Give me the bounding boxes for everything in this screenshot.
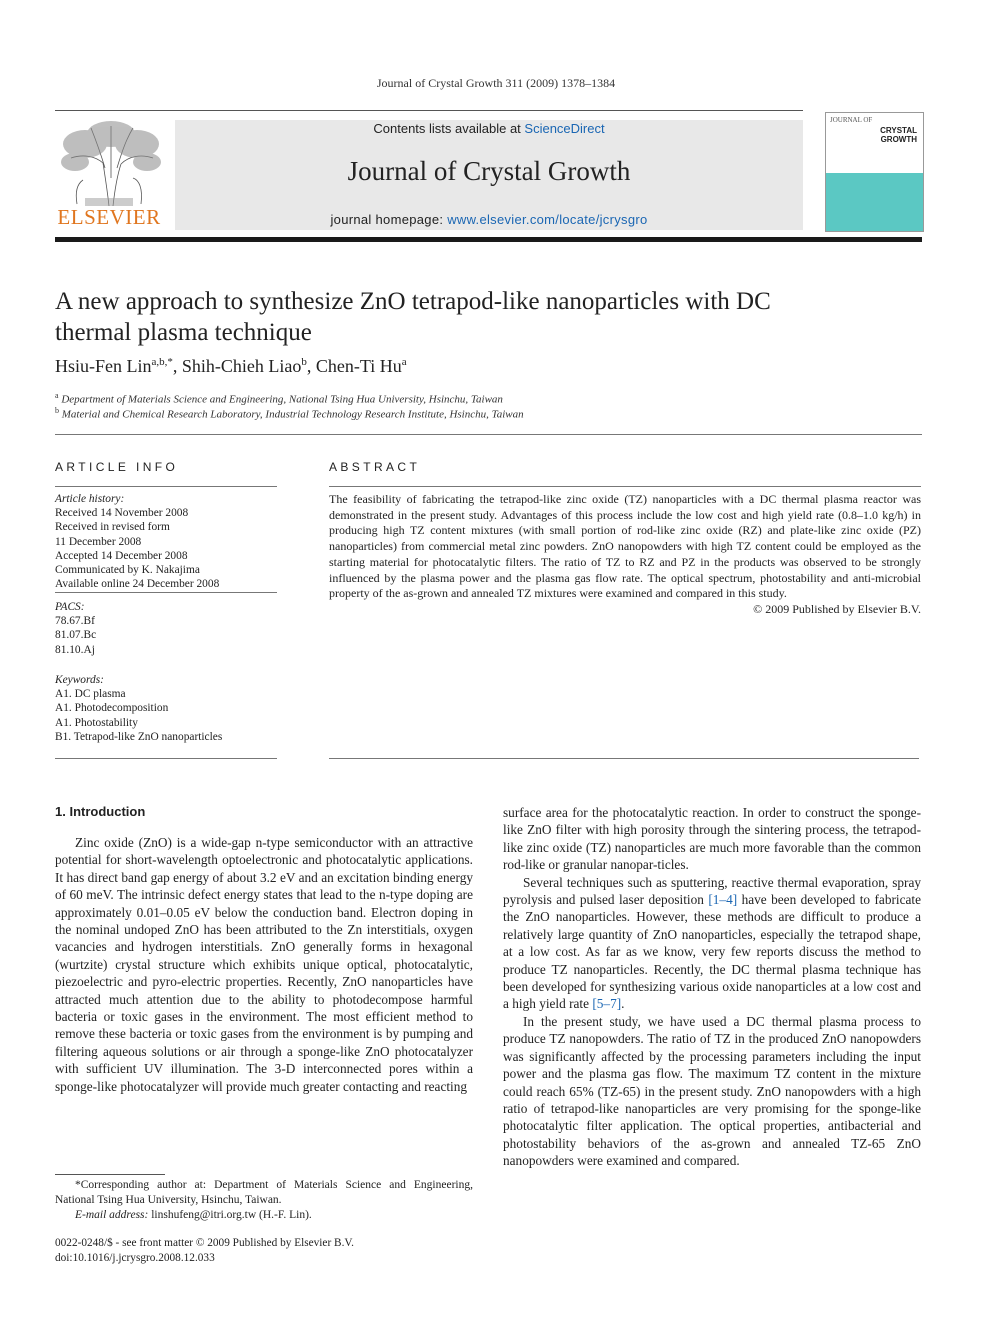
article-title-line2: thermal plasma technique	[55, 319, 312, 346]
header-thick-rule	[55, 237, 922, 242]
sciencedirect-link[interactable]: ScienceDirect	[524, 121, 605, 136]
cover-title	[880, 126, 917, 144]
header-top-rule	[55, 110, 803, 111]
journal-citation: Journal of Crystal Growth 311 (2009) 1378–1384	[376, 76, 616, 90]
cover-title-line1: CRYSTAL	[880, 126, 917, 135]
keyword: A1. Photodecomposition	[55, 702, 169, 715]
keywords-block	[55, 673, 277, 744]
pacs-block	[55, 600, 277, 657]
contents-line	[175, 121, 803, 136]
article-info-heading: ARTICLE INFO	[55, 460, 179, 474]
history-item: Communicated by K. Nakajima	[55, 564, 200, 577]
email-note	[55, 1208, 473, 1223]
article-identifiers	[55, 1236, 475, 1266]
journal-title: Journal of Crystal Growth	[347, 156, 631, 186]
author-affil-marker: a	[401, 356, 407, 368]
affiliation-rule	[55, 434, 922, 435]
paragraph-text: Several techniques such as sputtering, reactive thermal evaporation, spray pyrolysis and pulsed laser deposition	[503, 874, 921, 908]
corresponding-author-note: *Corresponding author at: Department of Materials Science and Engineering, National Tsing Hua University, Hsinchu, Taiwan.	[55, 1179, 473, 1206]
history-rule	[55, 592, 277, 593]
body-paragraph: surface area for the photocatalytic reaction. In order to construct the sponge-like ZnO filter with high porosity through the sintering process, the tetrapod-like zinc oxide (TZ) nanoparticles are much more favorable than the common rod-like or granular nanopar-ticles.	[503, 805, 921, 873]
keyword: A1. DC plasma	[55, 688, 126, 701]
history-item: Received 14 November 2008	[55, 507, 189, 520]
abstract-text: The feasibility of fabricating the tetrapod-like zinc oxide (TZ) nanoparticles with a DC thermal plasma reactor was demonstrated in the present study. Advantages of this process include the low cost and high yield rate (0.8–1.0 kg/h) in producing high TZ content mixtures (with small portion of rod-like zinc oxide (RZ) and plate-like zinc oxide (PZ) nanoparticles) from commercial metal zinc powders. ZnO nanopowders with high TZ content could be employed as the starting material for photocatalytic filters. The ratio of TZ to RZ and PZ in the products was observed to be strongly influenced by the plasma power and the plasma gas flow rate. The optical spectrum, photostability and anti-microbial property of the as-grown and annealed TZ mixtures were examined and compared in this study.	[329, 492, 921, 601]
article-title-line1: A new approach to synthesize ZnO tetrapod-like nanoparticles with DC	[55, 288, 771, 315]
article-info-rule	[55, 486, 277, 487]
cover-title-line2: GROWTH	[880, 135, 917, 144]
homepage-link[interactable]: www.elsevier.com/locate/jcrysgro	[447, 212, 648, 227]
pacs-code: 78.67.Bf	[55, 615, 95, 628]
author-affil-marker: b	[301, 356, 307, 368]
elsevier-wordmark: ELSEVIER	[57, 205, 161, 229]
issn-line: 0022-0248/$ - see front matter © 2009 Published by Elsevier B.V.	[55, 1237, 354, 1249]
affiliation-text: Material and Chemical Research Laboratory, Industrial Technology Research Institute, Hsinchu, Taiwan	[61, 408, 524, 421]
footnote	[55, 1178, 473, 1223]
elsevier-tree-icon	[55, 118, 163, 210]
author-list: Hsiu-Fen Lin$^{a,b,*}$, Shih-Chieh Liao$^b$, Chen-Ti Hu$^a$	[55, 356, 407, 376]
history-item: 11 December 2008	[55, 535, 142, 548]
body-column-left	[55, 834, 473, 1095]
abstract-rule	[329, 486, 921, 487]
section-heading-introduction: 1. Introduction	[55, 804, 146, 819]
reference-link[interactable]: [1–4]	[708, 892, 738, 908]
paragraph-text: have been developed to fabricate the ZnO nanoparticles. However, these methods are difficult to produce a relatively large quantity of ZnO nanoparticles, especially the tetrapod shape, at a low cost. As far as we know, very few reports discuss the method to produce TZ nanoparticles. Recently, the DC thermal plasma technique has been developed for synthesizing various oxide nanoparticles at a low cost and a high yield rate	[503, 892, 921, 1012]
body-paragraph	[503, 874, 921, 1013]
elsevier-logo	[55, 118, 163, 230]
keywords-rule	[55, 758, 277, 759]
keyword: A1. Photostability	[55, 716, 138, 729]
abstract-body	[329, 492, 921, 618]
affiliation-marker: a	[55, 391, 59, 400]
keyword: B1. Tetrapod-like ZnO nanoparticles	[55, 730, 223, 743]
doi-line[interactable]: doi:10.1016/j.jcrysgro.2008.12.033	[55, 1252, 215, 1264]
contents-prefix: Contents lists available at	[373, 121, 525, 136]
email-address[interactable]: linshufeng@itri.org.tw (H.-F. Lin).	[148, 1209, 312, 1221]
history-label: Article history:	[55, 493, 125, 505]
author-name[interactable]: Chen-Ti Hu	[315, 356, 402, 376]
body-column-right	[503, 804, 921, 1170]
author-name[interactable]: Shih-Chieh Liao	[181, 356, 302, 376]
pacs-code: 81.07.Bc	[55, 629, 97, 642]
homepage-prefix: journal homepage:	[330, 212, 448, 227]
affiliation	[55, 391, 915, 406]
journal-cover-thumbnail	[825, 112, 924, 232]
abstract-copyright: © 2009 Published by Elsevier B.V.	[753, 601, 921, 616]
footnote-rule	[55, 1174, 165, 1175]
affiliation	[55, 406, 915, 421]
abstract-bottom-rule	[329, 758, 919, 759]
cover-color-band	[826, 173, 923, 231]
affiliation-marker: b	[55, 406, 59, 415]
journal-homepage	[175, 212, 803, 227]
abstract-heading: ABSTRACT	[329, 460, 421, 474]
pacs-label: PACS:	[55, 601, 85, 613]
pacs-code: 81.10.Aj	[55, 643, 95, 656]
email-label: E-mail address:	[75, 1209, 149, 1221]
affiliation-text: Department of Materials Science and Engineering, National Tsing Hua University, Hsinchu, Taiwan	[61, 393, 503, 406]
keywords-label: Keywords:	[55, 674, 104, 686]
history-item: Available online 24 December 2008	[55, 578, 220, 591]
reference-link[interactable]: [5–7]	[592, 996, 622, 1012]
paragraph-text: .	[621, 996, 625, 1012]
history-item: Received in revised form	[55, 521, 170, 534]
body-paragraph: Zinc oxide (ZnO) is a wide-gap n-type semiconductor with an attractive potential for short-wavelength optoelectronic and photocatalytic applications. It has direct band gap energy of about 3.2 eV and an excitation binding energy of 60 meV. The intrinsic defect energy states that lead to the n-type doping are approximately 0.01–0.05 eV below the conduction band. Electron doping in the nominal undoped ZnO has been attributed to the Zn interstitials, oxygen vacancies and hydrogen interstitials. ZnO generally forms in hexagonal (wurtzite) crystal structure which exhibits unique optical, photocatalytic, piezoelectric and pyro-electric properties. Recently, ZnO nanoparticles have attracted much attention due to the ability to photodecompose harmful bacteria or toxic gases in the environment. The most efficient method to remove these bacteria or toxic gases from the environment is by pumping and filtering aqueous solutions or air through a sponge-like ZnO photocatalyzer with sufficient UV illumination. The 3-D interconnected pores within a sponge-like photocatalyzer will provide much greater contacting and reacting	[55, 835, 473, 1094]
cover-small-text: JOURNAL OF	[830, 116, 873, 124]
author-affil-marker: a,b,*	[151, 356, 173, 368]
article-history	[55, 492, 277, 591]
history-item: Accepted 14 December 2008	[55, 549, 188, 562]
body-paragraph: In the present study, we have used a DC thermal plasma process to produce TZ nanopowders. The ratio of TZ in the produced ZnO nanopowders was significantly affected by the processing parameters including the input power and the plasma gas flow. The maximum TZ content in the mixture could reach 65% (TZ-65) in the present study. ZnO nanopowders with a high ratio of tetrapod-like nanoparticles are very promising for the sponge-like photocatalytic filter application. The optical properties, antibacterial and photostability behaviors of the as-grown and annealed TZ-65 ZnO nanopowders were examined and compared.	[503, 1013, 921, 1169]
author-name[interactable]: Hsiu-Fen Lin	[55, 356, 152, 376]
article-title	[55, 286, 915, 348]
